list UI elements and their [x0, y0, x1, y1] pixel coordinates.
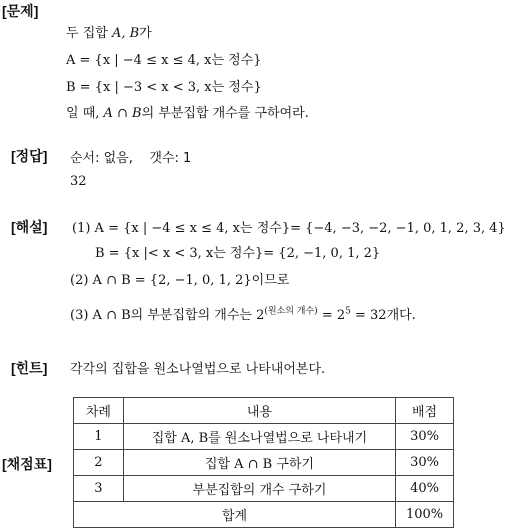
rubric-row-score: 40% — [396, 476, 454, 502]
problem-intro-math: A, B — [111, 26, 140, 41]
answer-line-1: 순서: 없음, 갯수: 1 — [70, 151, 192, 166]
problem-question-pre: 일 때, — [66, 106, 104, 121]
table-row — [74, 476, 454, 502]
solution-step-3-post: = 32개다. — [350, 308, 416, 323]
problem-question-math: A ∩ B — [103, 106, 142, 121]
answer-label: [정답] — [11, 148, 48, 164]
solution-step-3 — [70, 304, 416, 323]
rubric-label: [채점표] — [2, 456, 52, 472]
rubric-total-score: 100% — [396, 502, 454, 528]
rubric-row-number: 3 — [74, 476, 124, 502]
answer-line-2: 32 — [70, 174, 87, 189]
solution-step-3-sup: (원소의 개수) — [264, 306, 318, 317]
problem-question — [66, 102, 309, 121]
solution-step-1b: B = {x |< x < 3, x는 정수}= {2, −1, 0, 1, 2} — [95, 246, 381, 261]
rubric-header-row — [74, 398, 454, 424]
table-row — [74, 424, 454, 450]
hint-text: 각각의 집합을 원소나열법으로 나타내어본다. — [70, 362, 326, 377]
rubric-header-score: 배점 — [396, 398, 454, 424]
solution-step-3-pre: (3) A ∩ B의 부분집합의 개수는 2 — [70, 308, 265, 323]
rubric-header-number: 차례 — [74, 398, 124, 424]
rubric-row-number: 1 — [74, 424, 124, 450]
rubric-total-label: 합계 — [74, 502, 396, 528]
rubric-total-row — [74, 502, 454, 528]
rubric-table — [73, 397, 454, 528]
solution-step-1a: (1) A = {x | −4 ≤ x ≤ 4, x는 정수}= {−4, −3, −2, −1, 0, 1, 2, 3, 4} — [72, 221, 506, 236]
problem-intro — [66, 22, 152, 41]
problem-question-post: 의 부분집합 개수를 구하여라. — [141, 106, 309, 121]
table-row — [74, 450, 454, 476]
rubric-row-content: 집합 A, B를 원소나열법으로 나타내기 — [123, 424, 395, 450]
hint-label: [힌트] — [11, 360, 48, 376]
problem-intro-post: 가 — [139, 26, 152, 41]
rubric-row-number: 2 — [74, 450, 124, 476]
problem-set-a: A = {x | −4 ≤ x ≤ 4, x는 정수} — [66, 53, 262, 68]
solution-label: [해설] — [11, 219, 48, 235]
solution-step-2: (2) A ∩ B = {2, −1, 0, 1, 2}이므로 — [70, 273, 290, 288]
rubric-row-content: 부분집합의 개수 구하기 — [123, 476, 395, 502]
rubric-row-score: 30% — [396, 424, 454, 450]
rubric-header-content: 내용 — [123, 398, 395, 424]
problem-set-b: B = {x | −3 < x < 3, x는 정수} — [66, 80, 262, 95]
solution-step-3-sup2: 5 — [345, 306, 351, 317]
problem-intro-pre: 두 집합 — [66, 26, 112, 41]
problem-label: [문제] — [2, 3, 39, 19]
solution-step-3-mid: = 2 — [317, 308, 346, 323]
rubric-row-content: 집합 A ∩ B 구하기 — [123, 450, 395, 476]
rubric-row-score: 30% — [396, 450, 454, 476]
